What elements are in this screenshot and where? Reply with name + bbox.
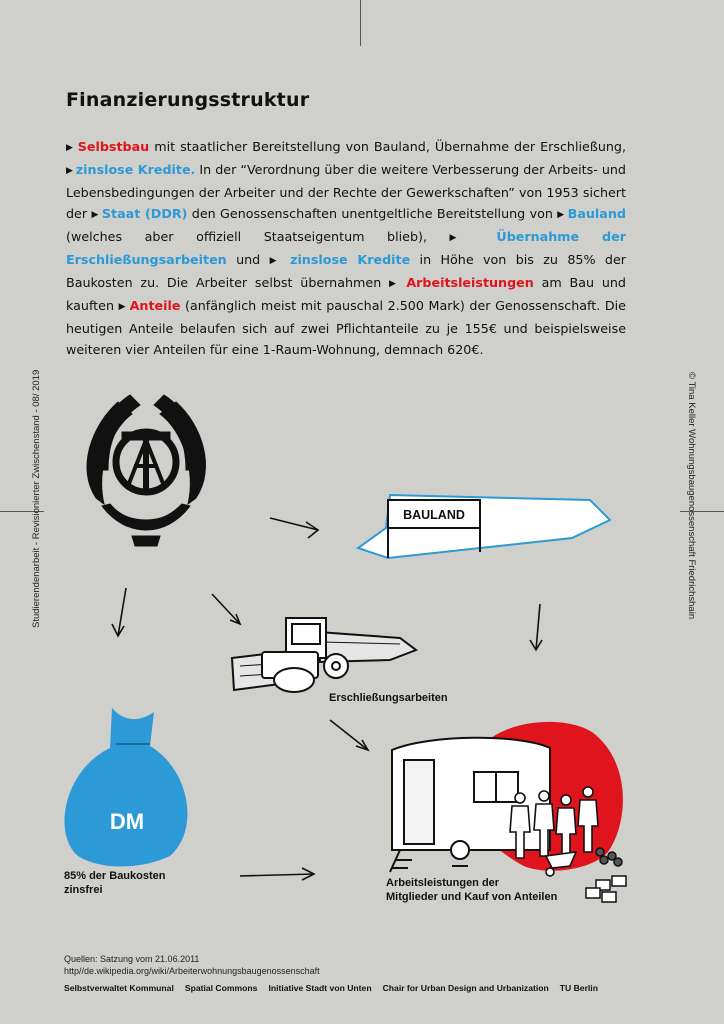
bullet-arrow-icon: ▶ [557,210,568,220]
arrow-emblem-to-bag [112,588,126,636]
side-note-right: © Tina Keller Wohnungsbaugenossenschaft Friedrichshain [686,372,697,620]
ddr-emblem [87,395,205,546]
arbeit-line-1: Arbeitsleistungen der [386,877,500,889]
text-segment: und [226,252,270,267]
bullet-arrow-icon: ▶ [66,166,76,176]
baukosten-caption [64,869,165,897]
highlight-blue: Bauland [567,206,626,221]
page-title: Finanzierungsstruktur [66,89,310,111]
source-line-2: http//de.wikipedia.org/wiki/Arbeiterwohnungsbaugenossenschaft [64,966,320,976]
bullet-arrow-icon: ▶ [66,143,78,153]
text-segment: den Genossenschaften unentgeltliche Bereitstellung von [187,206,558,221]
text-segment: mit staatlicher Bereitstellung von Bauland, Übernahme der Erschließung, [149,139,626,154]
highlight-red: Anteile [129,298,181,313]
highlight-red: Selbstbau [77,139,150,154]
bullet-arrow-icon: ▶ [389,279,407,289]
arrow-bauland-to-trailer [530,604,542,650]
baukosten-line-1: 85% der Baukosten [64,870,166,882]
arbeit-caption [386,876,557,904]
highlight-blue: zinslose Kredite. [75,162,196,177]
highlight-red: Arbeitsleistungen [406,275,534,290]
arbeit-line-2: Mitglieder und Kauf von Anteilen [386,891,558,903]
text-segment: am Bau und kauften [66,275,626,313]
text-segment: (anfänglich meist mit pauschal 2.500 Mark) der Genossenschaft. Die heutigen Anteile belaufen sich auf zwei Pflichtanteile zu je 155€ und beispielsweise weiteren vier Anteilen für eine 1-Raum-Wohnung, demnach 620€. [66,298,626,357]
arrow-emblem-to-roller [212,594,240,624]
arrow-emblem-to-bauland [270,518,318,538]
baukosten-line-2: zinsfrei [64,884,103,896]
arrow-roller-to-trailer [330,720,368,750]
highlight-blue: Staat (DDR) [101,206,188,221]
bullet-arrow-icon: ▶ [118,302,130,312]
text-segment: in Höhe von bis zu 85% der Baukosten zu. Die Arbeiter selbst übernahmen [66,252,626,290]
money-bag-illustration [64,708,187,867]
text-segment: (welches aber offiziell Staatseigentum blieb), [66,229,450,244]
partner-2: Spatial Commons [184,983,258,993]
partner-5: TU Berlin [559,983,598,993]
bauland-illustration [358,495,610,558]
text-segment: In der “Verordnung über die weitere Verbesserung der Arbeits- und Lebensbedingungen der Arbeiter und der Rechte der Gewerkschaften” von 1953 sichert der [66,162,626,221]
partner-4: Chair for Urban Design and Urbanization [382,983,549,993]
partner-1: Selbstverwaltet Kommunal [64,983,174,993]
side-note-left: Studierendenarbeit - Revisionierter Zwischenstand - 08/ 2019 [31,369,42,628]
money-bag-label: DM [109,809,145,834]
bullet-arrow-icon: ▶ [91,210,102,220]
highlight-blue: zinslose Kredite [290,252,411,267]
bauland-sign: BAULAND [403,508,465,522]
road-roller-illustration [232,618,416,692]
source-line-1: Quellen: Satzung vom 21.06.2011 [64,954,200,964]
partner-3: Initiative Stadt von Unten [268,983,372,993]
bullet-arrow-icon: ▶ [269,256,291,266]
arrow-bag-to-trailer [240,868,314,880]
sources [64,953,320,977]
bullet-arrow-icon: ▶ [449,233,497,243]
erschliessung-caption: Erschließungsarbeiten [329,692,448,704]
partner-list [64,983,598,993]
highlight-blue: Übernahme der Erschließungsarbeiten [66,229,626,267]
